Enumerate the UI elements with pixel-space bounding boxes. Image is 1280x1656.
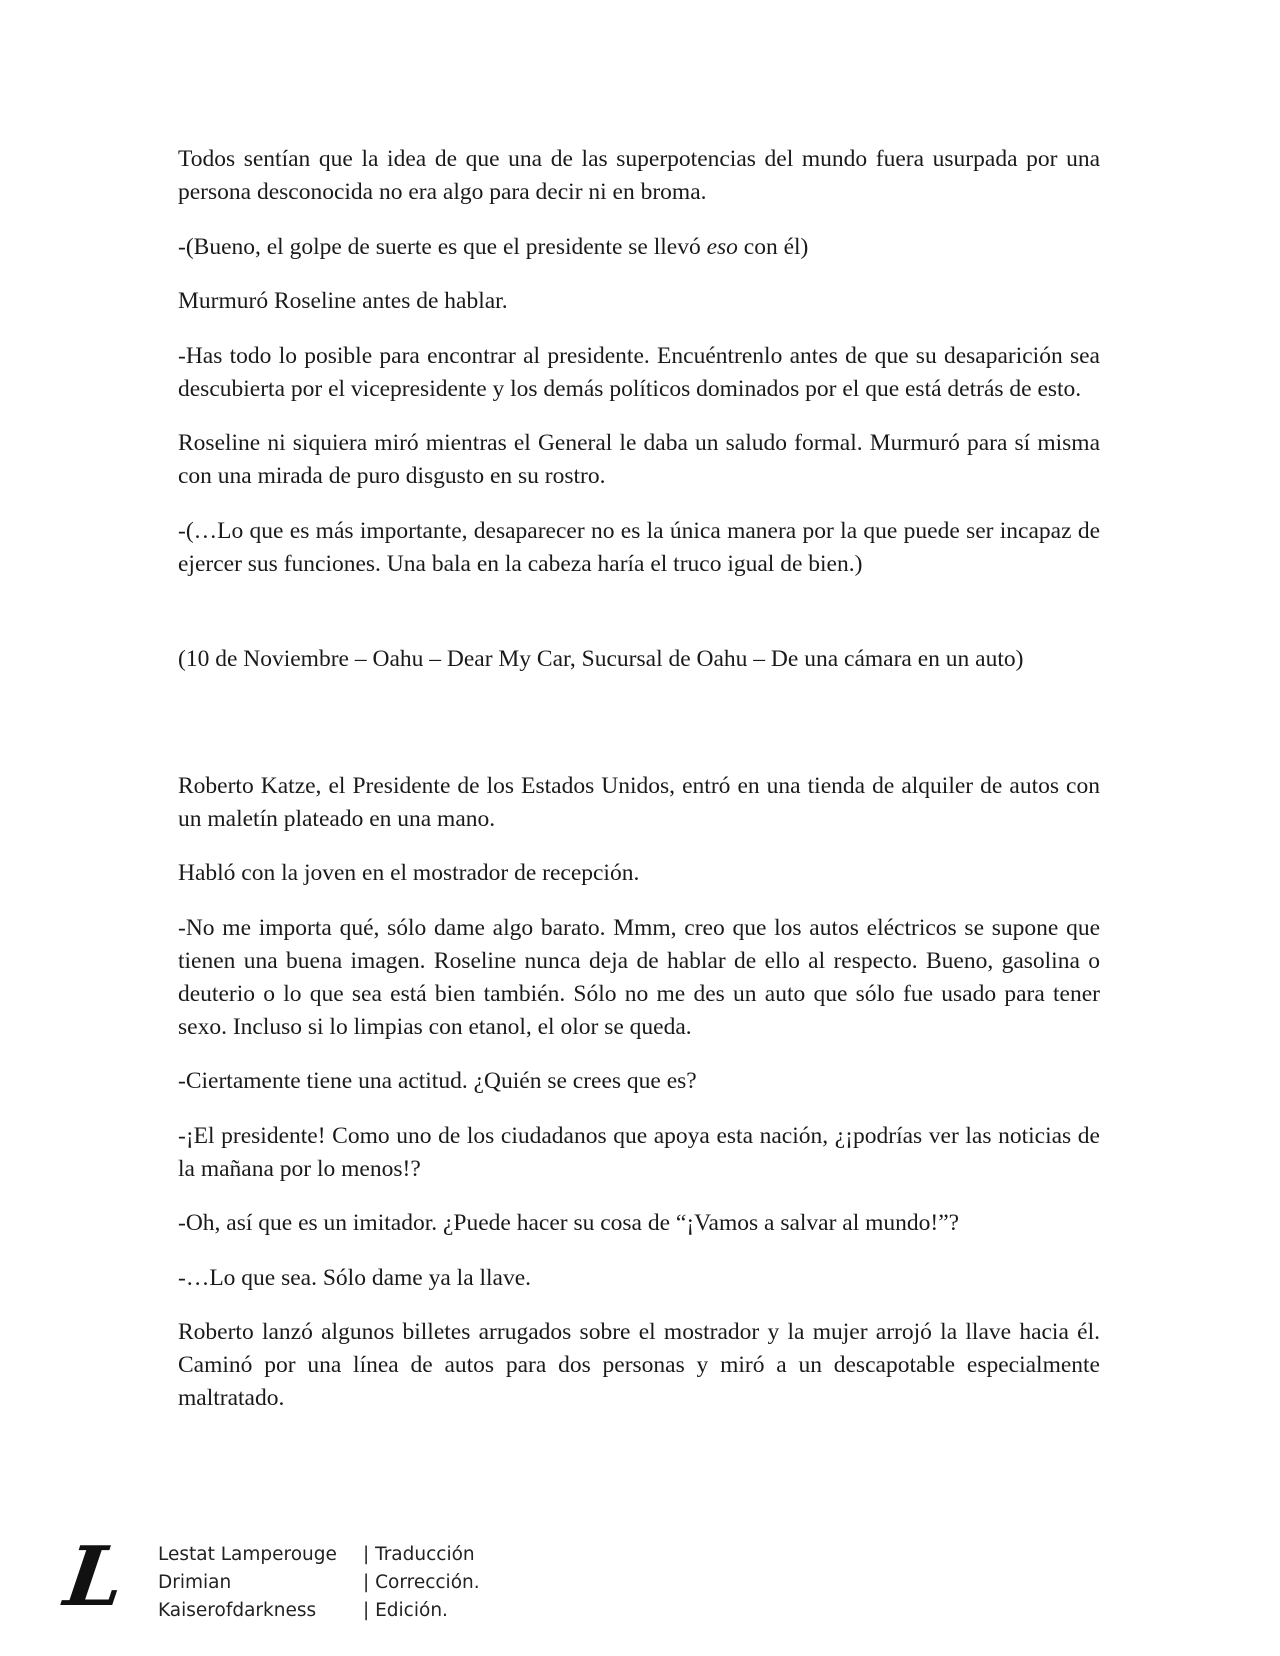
gothic-l-logo-icon: L	[59, 1529, 131, 1625]
paragraph: -Has todo lo posible para encontrar al presidente. Encuéntrenlo antes de que su desaparición sea descubierta por el vicepresidente y los demás políticos dominados por el que está detrás de esto.	[178, 342, 1100, 402]
paragraph: -Ciertamente tiene una actitud. ¿Quién se crees que es?	[178, 1068, 697, 1094]
emphasized-word: eso	[706, 233, 738, 260]
credit-name: Lestat Lamperouge	[158, 1544, 337, 1565]
credit-row	[158, 1597, 480, 1625]
credit-row	[158, 1569, 480, 1597]
credits-list	[158, 1541, 480, 1625]
credit-name: Drimian	[158, 1572, 232, 1593]
paragraph	[178, 231, 1100, 264]
credit-role: | Traducción	[363, 1544, 475, 1565]
paragraph: -No me importa qué, sólo dame algo barato. Mmm, creo que los autos eléctricos se supone que tienen una buena imagen. Roseline nunca deja de hablar de ello al respecto. Bueno, gasolina o deuterio o lo que sea está bien también. Sólo no me des un auto que sólo fue usado para tener sexo. Incluso si lo limpias con etanol, el olor se queda.	[178, 914, 1100, 1040]
paragraph-text: con él)	[737, 233, 809, 260]
paragraph: -¡El presidente! Como uno de los ciudadanos que apoya esta nación, ¿¡podrías ver las noticias de la mañana por lo menos!?	[178, 1122, 1100, 1182]
paragraph: -Oh, así que es un imitador. ¿Puede hacer su cosa de “¡Vamos a salvar al mundo!”?	[178, 1210, 960, 1236]
credit-name: Kaiserofdarkness	[158, 1600, 317, 1621]
credit-role: | Edición.	[363, 1600, 448, 1621]
paragraph: -(…Lo que es más importante, desaparecer no es la única manera por la que puede ser incapaz de ejercer sus funciones. Una bala en la cabeza haría el truco igual de bien.)	[178, 517, 1100, 577]
paragraph: Habló con la joven en el mostrador de recepción.	[178, 860, 640, 886]
paragraph: Roberto Katze, el Presidente de los Estados Unidos, entró en una tienda de alquiler de autos con un maletín plateado en una mano.	[178, 772, 1100, 832]
paragraph-text: -(Bueno, el golpe de suerte es que el presidente se llevó	[178, 233, 707, 260]
paragraph: -…Lo que sea. Sólo dame ya la llave.	[178, 1264, 532, 1291]
paragraph: Murmuró Roseline antes de hablar.	[178, 288, 508, 314]
credits-footer	[59, 1529, 480, 1627]
credit-row	[158, 1541, 480, 1569]
paragraph: Roberto lanzó algunos billetes arrugados sobre el mostrador y la mujer arrojó la llave hacia él. Caminó por una línea de autos para dos personas y miró a un descapotable especialmente maltratado.	[178, 1319, 1100, 1411]
scene-heading: (10 de Noviembre – Oahu – Dear My Car, Sucursal de Oahu – De una cámara en un auto)	[178, 645, 1024, 672]
paragraph: Todos sentían que la idea de que una de las superpotencias del mundo fuera usurpada por una persona desconocida no era algo para decir ni en broma.	[178, 146, 1100, 205]
document-body	[178, 143, 1100, 1437]
paragraph: Roseline ni siquiera miró mientras el General le daba un saludo formal. Murmuró para sí misma con una mirada de puro disgusto en su rostro.	[178, 430, 1100, 489]
credit-role: | Corrección.	[363, 1572, 480, 1593]
